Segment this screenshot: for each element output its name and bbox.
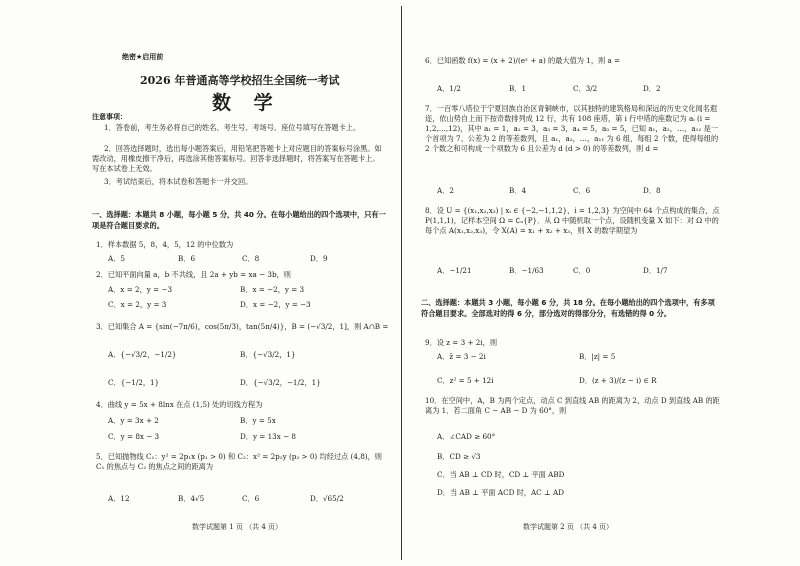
q9-option-a: A．z̄ = 3 − 2i xyxy=(437,352,486,361)
section2-heading: 二、选择题：本题共 3 小题，每小题 6 分，共 18 分。在每小题给出的四个选项中，有多项符合题目要求。全部选对的得 6 分，部分选对的得部分分，有选错的得 0 分。 xyxy=(421,298,715,318)
section1-heading: 一、选择题：本题共 8 小题，每小题 5 分，共 40 分。在每小题给出的四个选项中，只有一项是符合题目要求的。 xyxy=(92,210,386,230)
notes-heading: 注意事项： xyxy=(92,113,127,121)
q4-option-d: D．y = 13x − 8 xyxy=(240,432,296,441)
q9-stem: 9．设 z = 3 + 2i，则 xyxy=(425,338,498,347)
q4-option-c: C．y = 8x − 3 xyxy=(108,432,160,441)
q2-option-d: D．x = −2，y = −3 xyxy=(240,300,311,309)
footer-left: 数学试题第 1 页 （共 4 页） xyxy=(192,523,283,531)
q2-stem: 2．已知平面向量 a，b 不共线，且 2a + yb = xa − 3b，则 xyxy=(96,270,291,279)
q6-stem: 6．已知函数 f(x) = (x + 2)/(eˣ + a) 的最大值为 1，则 a = xyxy=(425,56,621,65)
q3-option-c: C．{−1/2，1} xyxy=(108,378,160,387)
q5-option-b: B．4√5 xyxy=(178,494,205,503)
q9-option-b: B．|z| = 5 xyxy=(579,352,616,361)
q5-stem: 5．已知抛物线 C₁：y² = 2p₁x (p₁ > 0) 和 C₂：x² = 2p₂y (p₂ > 0) 均经过点 (4,8)，则 C₁ 的焦点与 C₂ 的焦点之间的距离为 xyxy=(96,452,382,471)
q8-option-c: C．0 xyxy=(573,266,591,275)
q8-option-b: B．−1/63 xyxy=(509,266,544,275)
q5-option-d: D．√65/2 xyxy=(310,494,344,503)
note-3: 3．考试结束后，将本试卷和答题卡一并交回。 xyxy=(104,177,253,186)
q6-option-c: C．3/2 xyxy=(573,84,598,93)
q10-option-a: A．∠CAD ≥ 60° xyxy=(437,432,496,441)
q7-option-d: D．8 xyxy=(643,186,661,195)
q1-option-b: B．6 xyxy=(178,254,196,263)
subject-title: 数 学 xyxy=(212,92,281,114)
q5-option-a: A．12 xyxy=(108,494,130,503)
q9-option-c: C．z² = 5 + 12i xyxy=(437,376,494,385)
q2-option-b: B．x = −2，y = 3 xyxy=(240,285,305,294)
q8-option-d: D．1/7 xyxy=(643,266,668,275)
q4-option-a: A．y = 3x + 2 xyxy=(108,416,159,425)
q1-option-c: C．8 xyxy=(242,254,260,263)
q3-option-b: B．{−√3/2，1} xyxy=(240,350,296,359)
q1-stem: 1．样本数据 5，8，4，5，12 的中位数为 xyxy=(96,240,234,249)
footer-right: 数学试题第 2 页 （共 4 页） xyxy=(523,523,614,531)
q3-option-d: D．{−√3/2，−1/2，1} xyxy=(240,378,321,387)
q10-option-c: C．当 AB ⊥ CD 时，CD ⊥ 平面 ABD xyxy=(437,470,565,479)
q8-stem: 8．设 U = {(x₁,x₂,x₃) | xᵢ ∈ {−2,−1,1,2}，i = 1,2,3} 为空间中 64 个点构成的集合，点 P(1,1,1)，记样本空间 Ω = ∁ᵤ{P}．从 Ω 中随机取一个点，设随机变量 X 如下：对 Ω 中的每个点 A(x₁,x₂,x₃)，令 X(A) = x₁ + x₂ + x₃，则 X 的数学期望为 xyxy=(425,206,720,235)
right-column xyxy=(403,0,800,566)
q6-option-d: D．2 xyxy=(643,84,661,93)
q3-option-a: A．{−√3/2，−1/2} xyxy=(108,350,177,359)
q6-option-b: B．1 xyxy=(509,84,527,93)
q10-option-d: D．当 AB ⊥ 平面 ACD 时，AC ⊥ AD xyxy=(437,488,564,497)
q10-option-b: B．CD ≥ √3 xyxy=(437,452,481,461)
q7-option-c: C．6 xyxy=(573,186,591,195)
q7-option-a: A．2 xyxy=(437,186,454,195)
secret-label: 绝密★启用前 xyxy=(122,53,164,61)
exam-title: 2026 年普通高等学校招生全国统一考试 xyxy=(140,74,340,87)
q9-option-d: D．(z + 3)/(z − i) ∈ R xyxy=(579,376,657,385)
q3-stem: 3．已知集合 A = {sin(−7π/6)，cos(5π/3)，tan(5π/4)}，B = (−√3/2，1]，则 A∩B = xyxy=(96,322,389,331)
column-divider xyxy=(401,6,402,560)
note-1: 1．答卷前，考生务必将自己的姓名、考生号、考场号、座位号填写在答题卡上。 xyxy=(104,123,361,132)
q2-option-a: A．x = 2，y = −3 xyxy=(108,285,173,294)
note-2: 2．回答选择题时，选出每小题答案后，用铅笔把答题卡上对应题目的答案标号涂黑。如需改动，用橡皮擦干净后，再选涂其他答案标号。回答非选择题时，将答案写在答题卡上。写在本试卷上无效。 xyxy=(92,144,382,173)
q2-option-c: C．x = 2，y = 3 xyxy=(108,300,167,309)
q4-option-b: B．y = 5x xyxy=(240,416,276,425)
q10-stem: 10．在空间中，A，B 为两个定点，动点 C 到直线 AB 的距离为 2，动点 D 到直线 AB 的距离为 1．若二面角 C − AB − D 为 60°，则 xyxy=(425,396,720,415)
q7-stem: 7．一百零八塔位于宁夏回族自治区青铜峡市，以其独特的建筑格局和深远的历史文化闻名遐迩，依山势自上而下按奇数排列成 12 行，共有 108 座塔，第 i 行中塔的座数记为 aᵢ (i = 1,2,…,12)，其中 a₁ = 1，a₂ = 3，a₃ = 3，a₄ = 5，a₅ = 5，已知 a₁，a₂，…，a₁₂ 是一个首项为 7、公差为 2 的等差数列，且 a₁，a₃，…，a₁₁ 为 6 组，每组 2 个数，使得每组的 2 个数之和可构成一个项数为 6 且公差为 d (d > 0) 的等差数列，则 d = xyxy=(425,104,719,153)
q4-stem: 4．曲线 y = 5x + 8lnx 在点 (1,5) 处的切线方程为 xyxy=(96,400,263,409)
q6-option-a: A．1/2 xyxy=(437,84,461,93)
q5-option-c: C．6 xyxy=(242,494,260,503)
q7-option-b: B．4 xyxy=(509,186,527,195)
q8-option-a: A．−1/21 xyxy=(437,266,472,275)
q1-option-a: A．5 xyxy=(108,254,125,263)
q1-option-d: D．9 xyxy=(310,254,328,263)
